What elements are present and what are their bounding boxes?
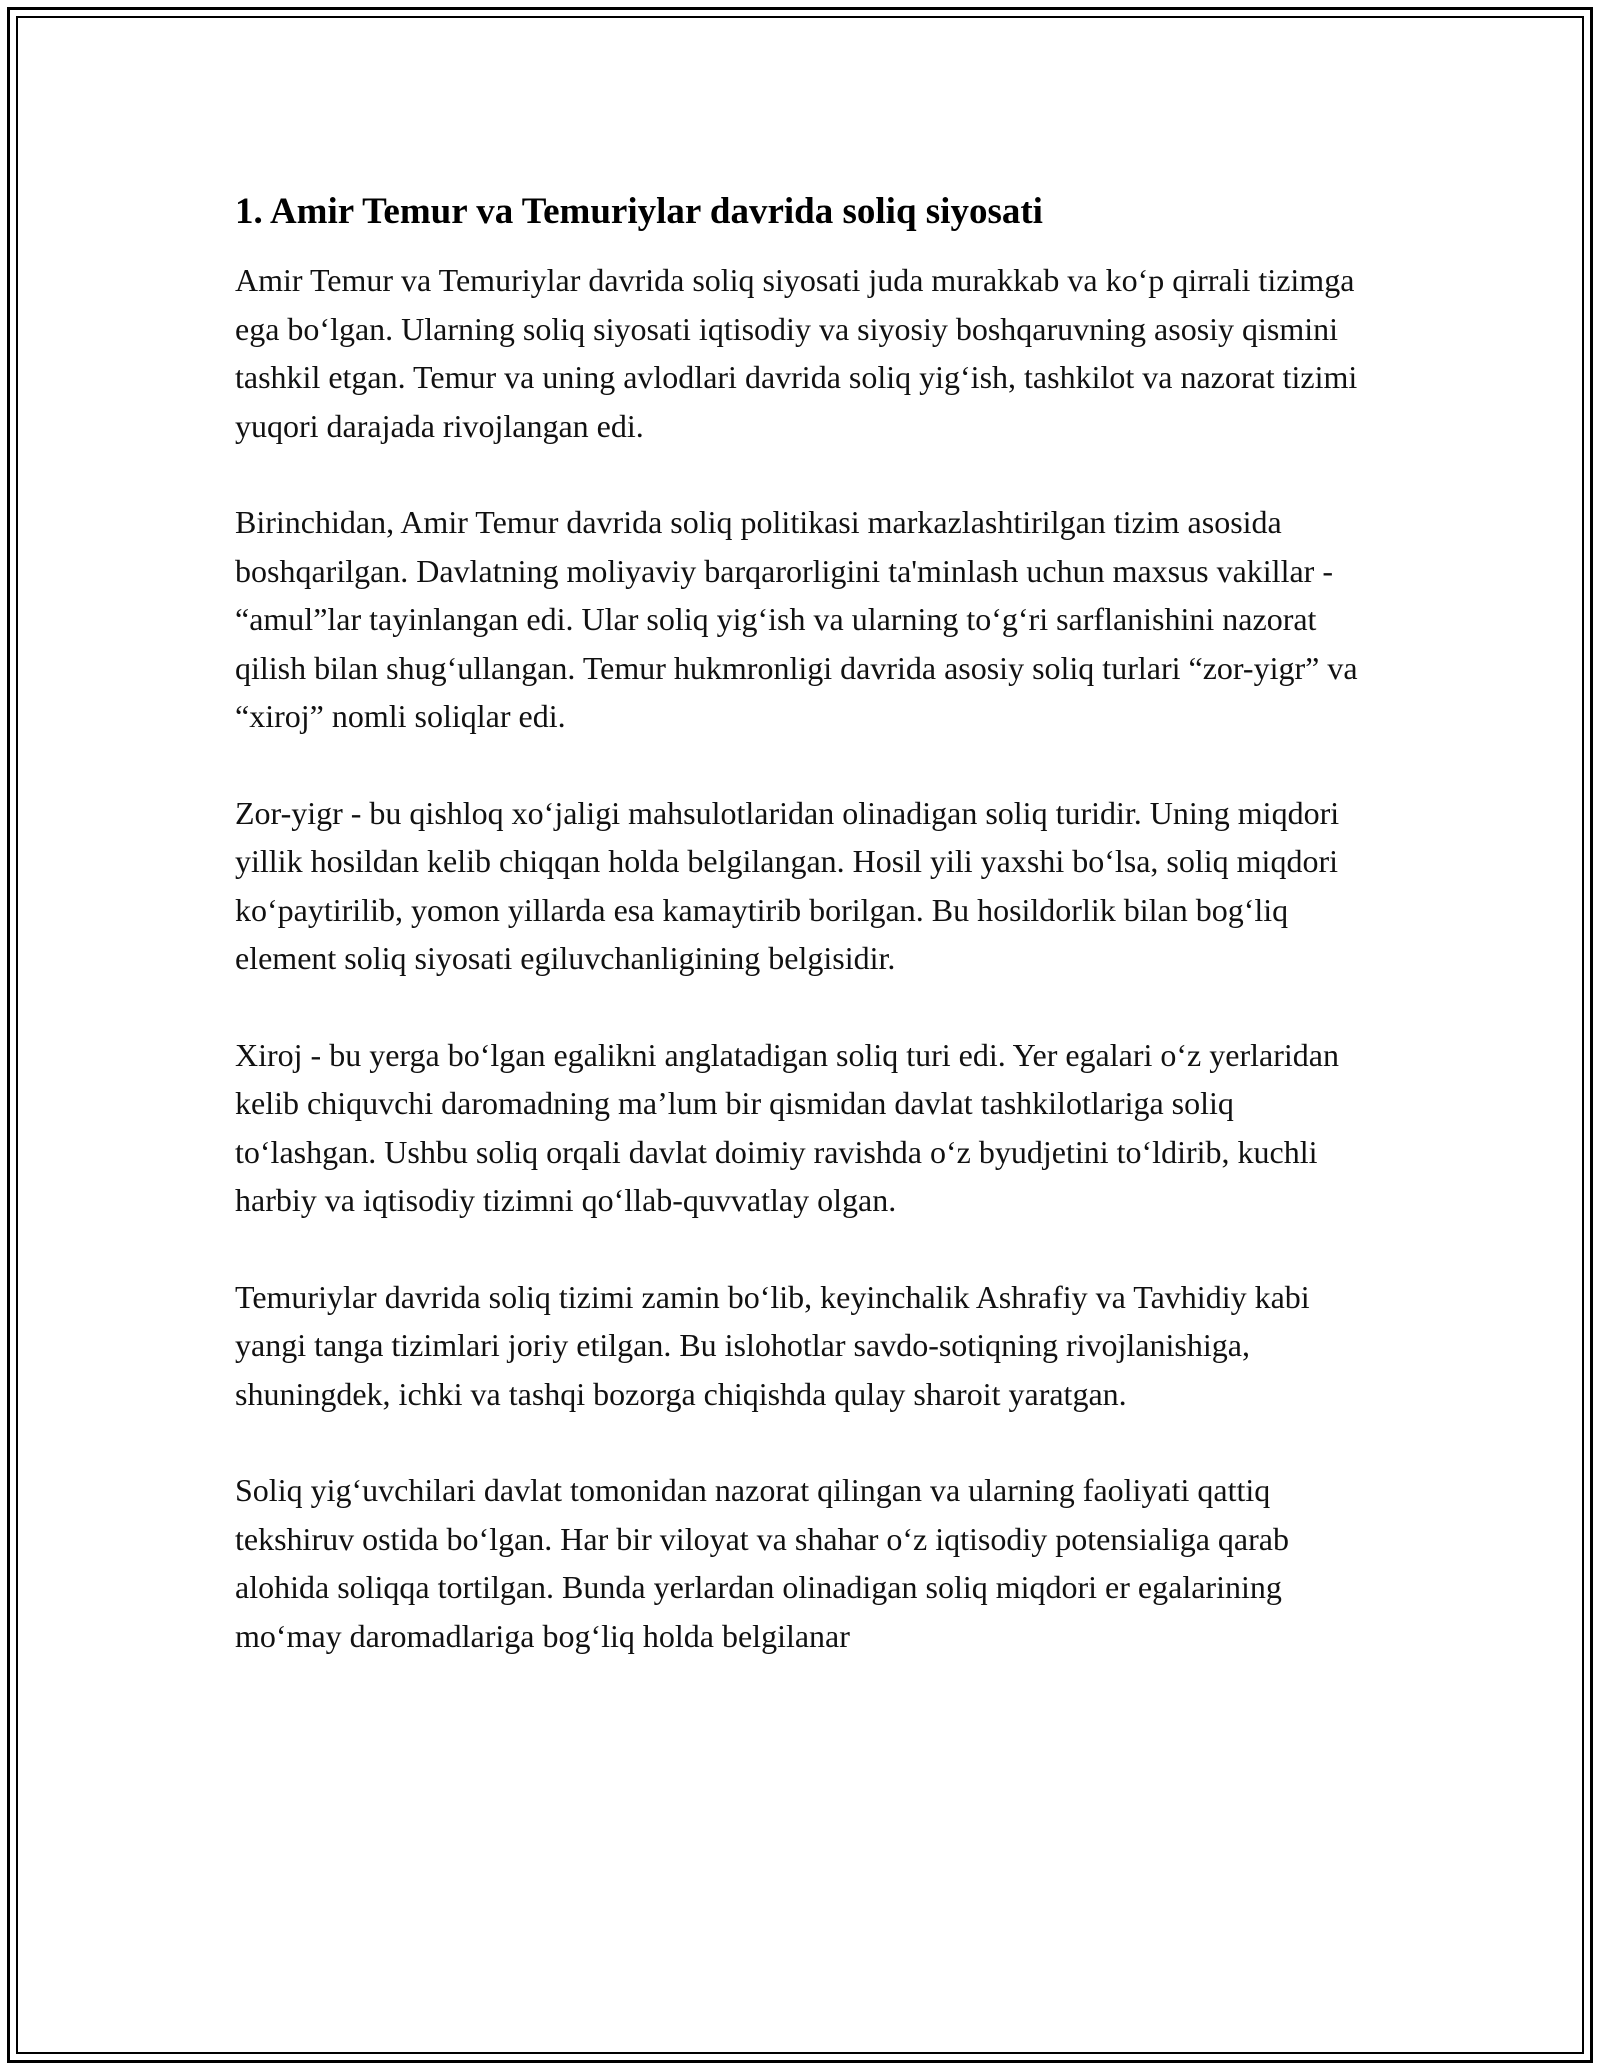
paragraph-centralized-policy: Birinchidan, Amir Temur davrida soliq politikasi markazlashtirilgan tizim asosida boshqarilgan. Davlatning moliyaviy barqarorligini ta'minlash uchun maxsus vakillar - “amul”lar tayinlangan edi. Ular soliq yig‘ish va ularning to‘g‘ri sarflanishini nazorat qilish bilan shug‘ullangan. Temur hukmronligi davrida asosiy soliq turlari “zor-yigr” va “xiroj” nomli soliqlar edi. — [235, 504, 1358, 734]
paragraph-intro: Amir Temur va Temuriylar davrida soliq siyosati juda murakkab va ko‘p qirrali tizimga ega bo‘lgan. Ularning soliq siyosati iqtisodiy va siyosiy boshqaruvning asosiy qismini tashkil etgan. Temur va uning avlodlari davrida soliq yig‘ish, tashkilot va nazorat tizimi yuqori darajada rivojlangan edi. — [235, 262, 1358, 444]
document-body — [235, 186, 1365, 1708]
paragraph-tax-collectors: Soliq yig‘uvchilari davlat tomonidan nazorat qilingan va ularning faoliyati qattiq tekshiruv ostida bo‘lgan. Har bir viloyat va shahar o‘z iqtisodiy potensialiga qarab alohida soliqqa tortilgan. Bunda yerlardan olinadigan soliq miqdori er egalarining mo‘may daromadlariga bog‘liq holda belgilanar — [235, 1472, 1289, 1654]
paragraph-coin-reforms: Temuriylar davrida soliq tizimi zamin bo‘lib, keyinchalik Ashrafiy va Tavhidiy kabi yangi tanga tizimlari joriy etilgan. Bu islohotlar savdo-sotiqning rivojlanishiga, shuningdek, ichki va tashqi bozorga chiqishda qulay sharoit yaratgan. — [235, 1278, 1310, 1412]
paragraph-zor-yigr: Zor-yigr - bu qishloq xo‘jaligi mahsulotlaridan olinadigan soliq turidir. Uning miqdori yillik hosildan kelib chiqqan holda belgilangan. Hosil yili yaxshi bo‘lsa, soliq miqdori ko‘paytirilib, yomon yillarda esa kamaytirib borilgan. Bu hosildorlik bilan bog‘liq element soliq siyosati egiluvchanligining belgisidir. — [235, 794, 1340, 976]
paragraph-xiroj: Xiroj - bu yerga bo‘lgan egalikni anglatadigan soliq turi edi. Yer egalari o‘z yerlaridan kelib chiquvchi daromadning ma’lum bir qismidan davlat tashkilotlariga soliq to‘lashgan. Ushbu soliq orqali davlat doimiy ravishda o‘z byudjetini to‘ldirib, kuchli harbiy va iqtisodiy tizimni qo‘llab-quvvatlay olgan. — [235, 1036, 1339, 1218]
section-heading: 1. Amir Temur va Temuriylar davrida soliq siyosati — [235, 191, 1043, 232]
